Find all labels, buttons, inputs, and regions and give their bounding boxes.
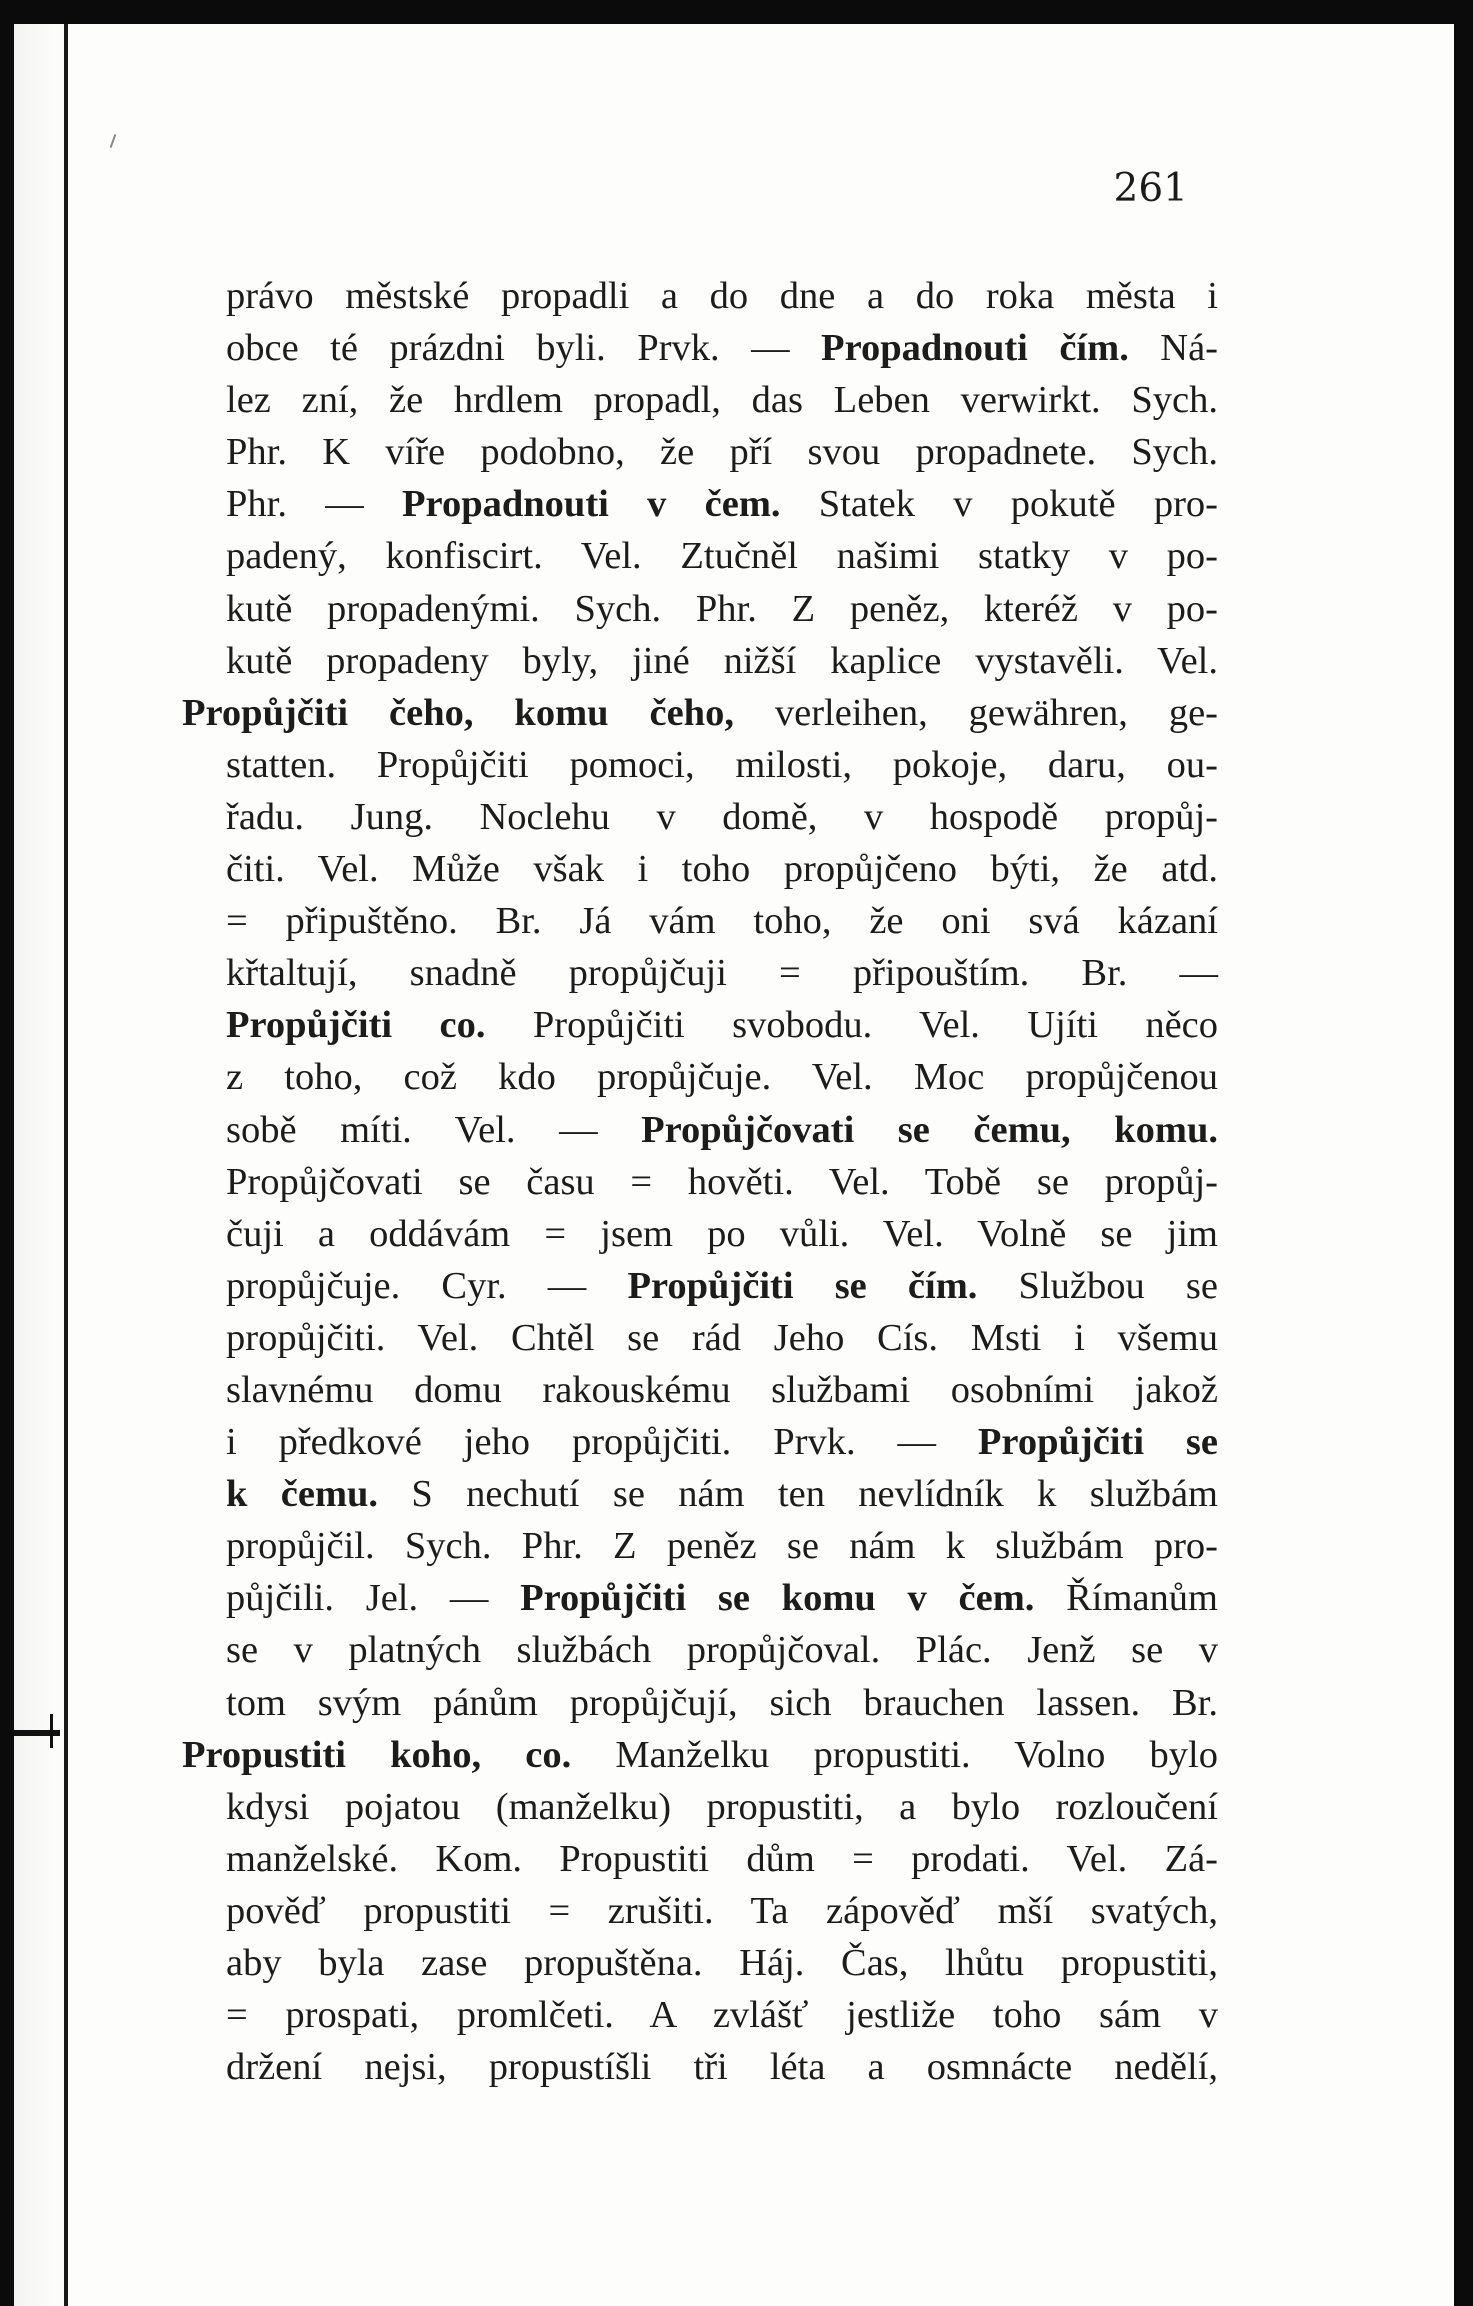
text-line [226, 635, 1218, 687]
text-run: Statek v pokutě pro- [780, 483, 1218, 526]
text-run: obce té prázdni byli. Prvk. — [226, 327, 822, 370]
text-line [226, 530, 1218, 582]
headword: Propůjčiti co. [226, 1004, 486, 1047]
text-line [226, 1260, 1218, 1312]
text-run: S nechutí se nám ten nevlídník k službám [378, 1473, 1218, 1516]
headword: Propůjčiti se čím. [627, 1264, 978, 1307]
text-run: aby byla zase propuštěna. Háj. Čas, lhůtu propustiti, [226, 1942, 1218, 1984]
text-run: řadu. Jung. Noclehu v domě, v hospodě propůj- [226, 795, 1218, 838]
headword: Propůjčiti čeho, komu čeho, [182, 691, 734, 734]
text-run: i předkové jeho propůjčiti. Prvk. — [226, 1421, 978, 1464]
text-line [226, 999, 1218, 1051]
text-line [226, 1833, 1218, 1885]
text-run: půjčili. Jel. — [226, 1577, 521, 1620]
text-run: = prospati, promlčeti. A zvlášť jestliže toho sám v [226, 1994, 1218, 2037]
text-line [226, 426, 1218, 478]
text-run: kutě propadeny byly, jiné nižší kaplice vystavěli. Vel. [226, 639, 1218, 682]
text-line [226, 947, 1218, 999]
text-line [226, 1781, 1218, 1833]
text-run: verleihen, gewähren, ge- [733, 691, 1218, 734]
text-run: propůjčiti. Vel. Chtěl se rád Jeho Cís. Msti i všemu [226, 1316, 1218, 1359]
text-run: právo městské propadli a do dne a do roka města i [226, 275, 1218, 317]
headword: Propůjčiti se komu v čem. [520, 1577, 1035, 1620]
text-run: pověď propustiti = zrušiti. Ta zápověď mší svatých, [226, 1889, 1218, 1932]
text-run: lez zní, že hrdlem propadl, das Leben verwirkt. Sych. [226, 379, 1218, 422]
text-run: statten. Propůjčiti pomoci, milosti, pokoje, daru, ou- [226, 743, 1218, 786]
text-line [226, 1937, 1218, 1989]
headword: Propadnouti v čem. [402, 483, 781, 526]
text-run: Službou se [977, 1264, 1218, 1307]
text-line [226, 1208, 1218, 1260]
text-line [226, 270, 1218, 322]
text-line [226, 1156, 1218, 1208]
text-line [226, 374, 1218, 426]
text-line [226, 1312, 1218, 1364]
text-run: kutě propadenými. Sych. Phr. Z peněz, kteréž v po- [226, 587, 1218, 630]
dictionary-text-block [182, 270, 1219, 2093]
headword: Propustiti koho, co. [182, 1733, 572, 1776]
text-line [226, 1416, 1218, 1468]
text-line [226, 478, 1218, 530]
text-line [226, 1051, 1218, 1103]
paper-speck [110, 134, 117, 148]
text-run: Římanům [1034, 1577, 1218, 1620]
text-line [226, 739, 1218, 791]
scan-border-right [1455, 0, 1473, 2290]
text-run: kdysi pojatou (manželku) propustiti, a bylo rozloučení [226, 1785, 1218, 1828]
text-line [226, 843, 1218, 895]
binding-edge [64, 24, 68, 2306]
headword: Propadnouti čím. [821, 327, 1129, 370]
text-run: sobě míti. Vel. — [226, 1108, 642, 1151]
text-run: křtaltují, snadně propůjčuji = připouštím. Br. — [226, 952, 1218, 995]
text-run: se v platných službách propůjčoval. Plác. Jenž se v [226, 1629, 1218, 1672]
text-line [226, 1572, 1218, 1624]
headword: k čemu. [226, 1473, 379, 1516]
text-line [226, 1677, 1218, 1729]
text-line [226, 1624, 1218, 1676]
text-run: čiti. Vel. Může však i toho propůjčeno býti, že atd. [226, 848, 1218, 891]
text-line [226, 322, 1218, 374]
margin-edge-mark [14, 1730, 60, 1736]
text-line [226, 2041, 1218, 2093]
headword: Propůjčiti se [977, 1421, 1218, 1464]
entry-headword-line [182, 687, 1218, 739]
entry-headword-line [182, 1729, 1218, 1781]
text-run: padený, konfiscirt. Vel. Ztučněl našimi statky v po- [226, 535, 1218, 578]
text-run: čuji a oddávám = jsem po vůli. Vel. Volně se jim [226, 1212, 1218, 1255]
paper-sheet [14, 24, 1454, 2306]
text-run: propůjčil. Sych. Phr. Z peněz se nám k službám pro- [226, 1525, 1218, 1568]
margin-edge-tick [50, 1714, 53, 1748]
headword: Propůjčovati se čemu, komu. [641, 1108, 1218, 1151]
text-run: držení nejsi, propustíšli tři léta a osmnácte nedělí, [226, 2046, 1218, 2089]
text-run: Manželku propustiti. Volno bylo [571, 1733, 1218, 1776]
text-line [226, 895, 1218, 947]
text-line [226, 1364, 1218, 1416]
text-line [226, 583, 1218, 635]
text-run: Phr. — [226, 483, 403, 526]
text-run: Propůjčiti svobodu. Vel. Ujíti něco [485, 1004, 1218, 1047]
text-run: propůjčuje. Cyr. — [226, 1264, 628, 1307]
text-line [226, 1989, 1218, 2041]
page-number: 261 [1113, 166, 1188, 211]
text-run: tom svým pánům propůjčují, sich brauchen lassen. Br. [226, 1681, 1218, 1724]
text-run: Phr. K víře podobno, že pří svou propadnete. Sych. [226, 431, 1218, 474]
text-run: Propůjčovati se času = hověti. Vel. Tobě se propůj- [226, 1160, 1218, 1203]
text-run: z toho, což kdo propůjčuje. Vel. Moc propůjčenou [226, 1056, 1218, 1099]
text-line [226, 791, 1218, 843]
text-line [226, 1885, 1218, 1937]
text-run: = připuštěno. Br. Já vám toho, že oni svá kázaní [226, 900, 1218, 943]
text-run: manželské. Kom. Propustiti dům = prodati. Vel. Zá- [226, 1837, 1218, 1880]
text-line [226, 1520, 1218, 1572]
text-line [226, 1468, 1218, 1520]
text-run: Ná- [1128, 327, 1219, 370]
page-gutter-shadow [14, 24, 68, 2306]
text-run: slavnému domu rakouskému službami osobními jakož [226, 1368, 1218, 1411]
text-line [226, 1104, 1218, 1156]
